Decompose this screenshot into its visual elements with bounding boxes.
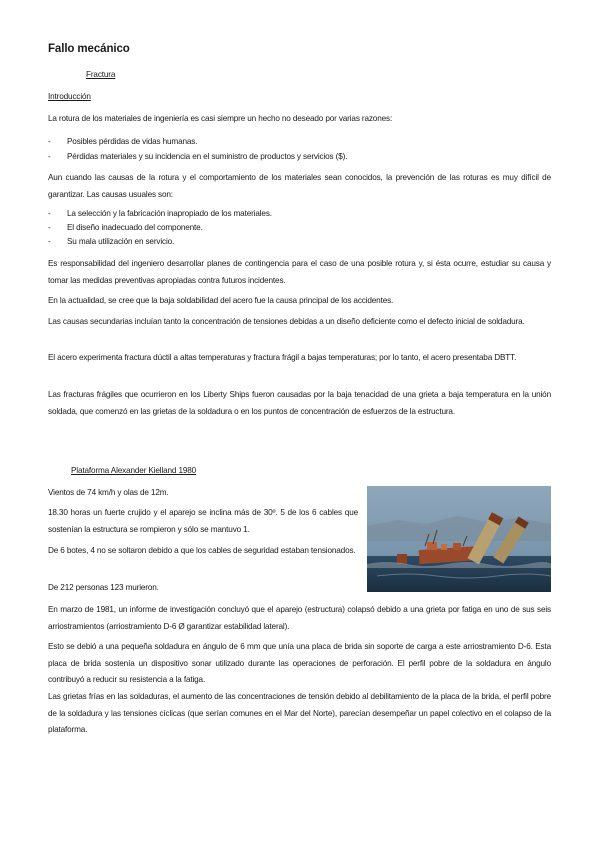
actualidad-paragraph: En la actualidad, se cree que la baja soldabilidad del acero fue la causa principal de los accidentes.: [48, 296, 394, 305]
intro-paragraph: La rotura de los materiales de ingeniería es casi siempre un hecho no deseado por varias razones:: [48, 114, 393, 123]
informe-paragraph: En marzo de 1981, un informe de investigación concluyó que el aparejo (estructura) colapsó debido a una grieta por fatiga en uno de sus seis arriostramientos (arriostramiento D-6 Ø garantizar estabilidad lateral).: [48, 605, 551, 631]
bullet-dash: -: [48, 209, 51, 218]
liberty-paragraph: Las fracturas frágiles que ocurrieron en los Liberty Ships fueron causadas por la baja tenacidad de una grieta a baja temperatura en la unión soldada, que comenzó en las grietas de la soldadura o en los puntos de concentración de esfuerzos de la estructura.: [48, 390, 551, 416]
soldadura-paragraph: Esto se debió a una pequeña soldadura en ángulo de 6 mm que unía una placa de brida sin soporte de carga a este arriostramiento D-6. Esta placa de brida sostenía un dispositivo sonar utilizado durante las operaciones de perforación. El perfil pobre de la soldadura en ángulo contribuyó a reducir su resistencia a la fatiga.: [48, 642, 551, 684]
bullet-dash: -: [48, 137, 51, 146]
reason-item: Pérdidas materiales y su incidencia en el suministro de productos y servicios ($).: [67, 152, 348, 161]
crujido-paragraph: 18.30 horas un fuerte crujido y el aparejo se inclina más de 30º. 5 de los 6 cables que sostenían la estructura se rompieron y sólo se mantuvo 1.: [48, 508, 358, 534]
kielland-heading: Plataforma Alexander Kielland 1980: [71, 466, 197, 475]
bullet-dash: -: [48, 152, 51, 161]
intro-heading: Introducción: [48, 92, 91, 101]
secundarias-paragraph: Las causas secundarias incluían tanto la concentración de tensiones debidas a un diseño deficiente como el defecto inicial de soldadura.: [48, 317, 525, 326]
cause-item: La selección y la fabricación inapropiado de los materiales.: [67, 209, 272, 218]
reason-item: Posibles pérdidas de vidas humanas.: [67, 137, 198, 146]
bullet-dash: -: [48, 237, 51, 246]
personas-paragraph: De 212 personas 123 murieron.: [48, 583, 159, 592]
platform-photo: [367, 486, 551, 592]
grietas-paragraph: Las grietas frías en las soldaduras, el aumento de las concentraciones de tensión debido al debilitamiento de la placa de la brida, el perfil pobre de la soldadura y las tensiones cíclicas (que serían comunes en el Mar del Norte), parecían desempeñar un papel colectivo en el colapso de la plataforma.: [48, 692, 551, 734]
capsized-platform-image: [367, 486, 551, 592]
cause-item: El diseño inadecuado del componente.: [67, 223, 203, 232]
responsabilidad-paragraph: Es responsabilidad del ingeniero desarrollar planes de contingencia para el caso de una posible rotura y, si ésta ocurre, estudiar su causa y tomar las medidas preventivas apropiadas contra futuros incidentes.: [48, 259, 551, 285]
botes-paragraph: De 6 botes, 4 no se soltaron debido a que los cables de seguridad estaban tensionados.: [48, 546, 356, 555]
cause-item: Su mala utilización en servicio.: [67, 237, 175, 246]
vientos-paragraph: Vientos de 74 km/h y olas de 12m.: [48, 488, 169, 497]
document-title: Fallo mecánico: [48, 43, 130, 55]
bullet-dash: -: [48, 223, 51, 232]
acero-paragraph: El acero experimenta fractura dúctil a altas temperaturas y fractura frágil a bajas temperaturas; por lo tanto, el acero presentaba DBTT.: [48, 353, 517, 362]
causes-paragraph: Aun cuando las causas de la rotura y el comportamiento de los materiales sean conocidos, la prevención de las roturas es muy difícil de garantizar. Las causas usuales son:: [48, 173, 551, 199]
fractura-heading: Fractura: [86, 70, 116, 79]
